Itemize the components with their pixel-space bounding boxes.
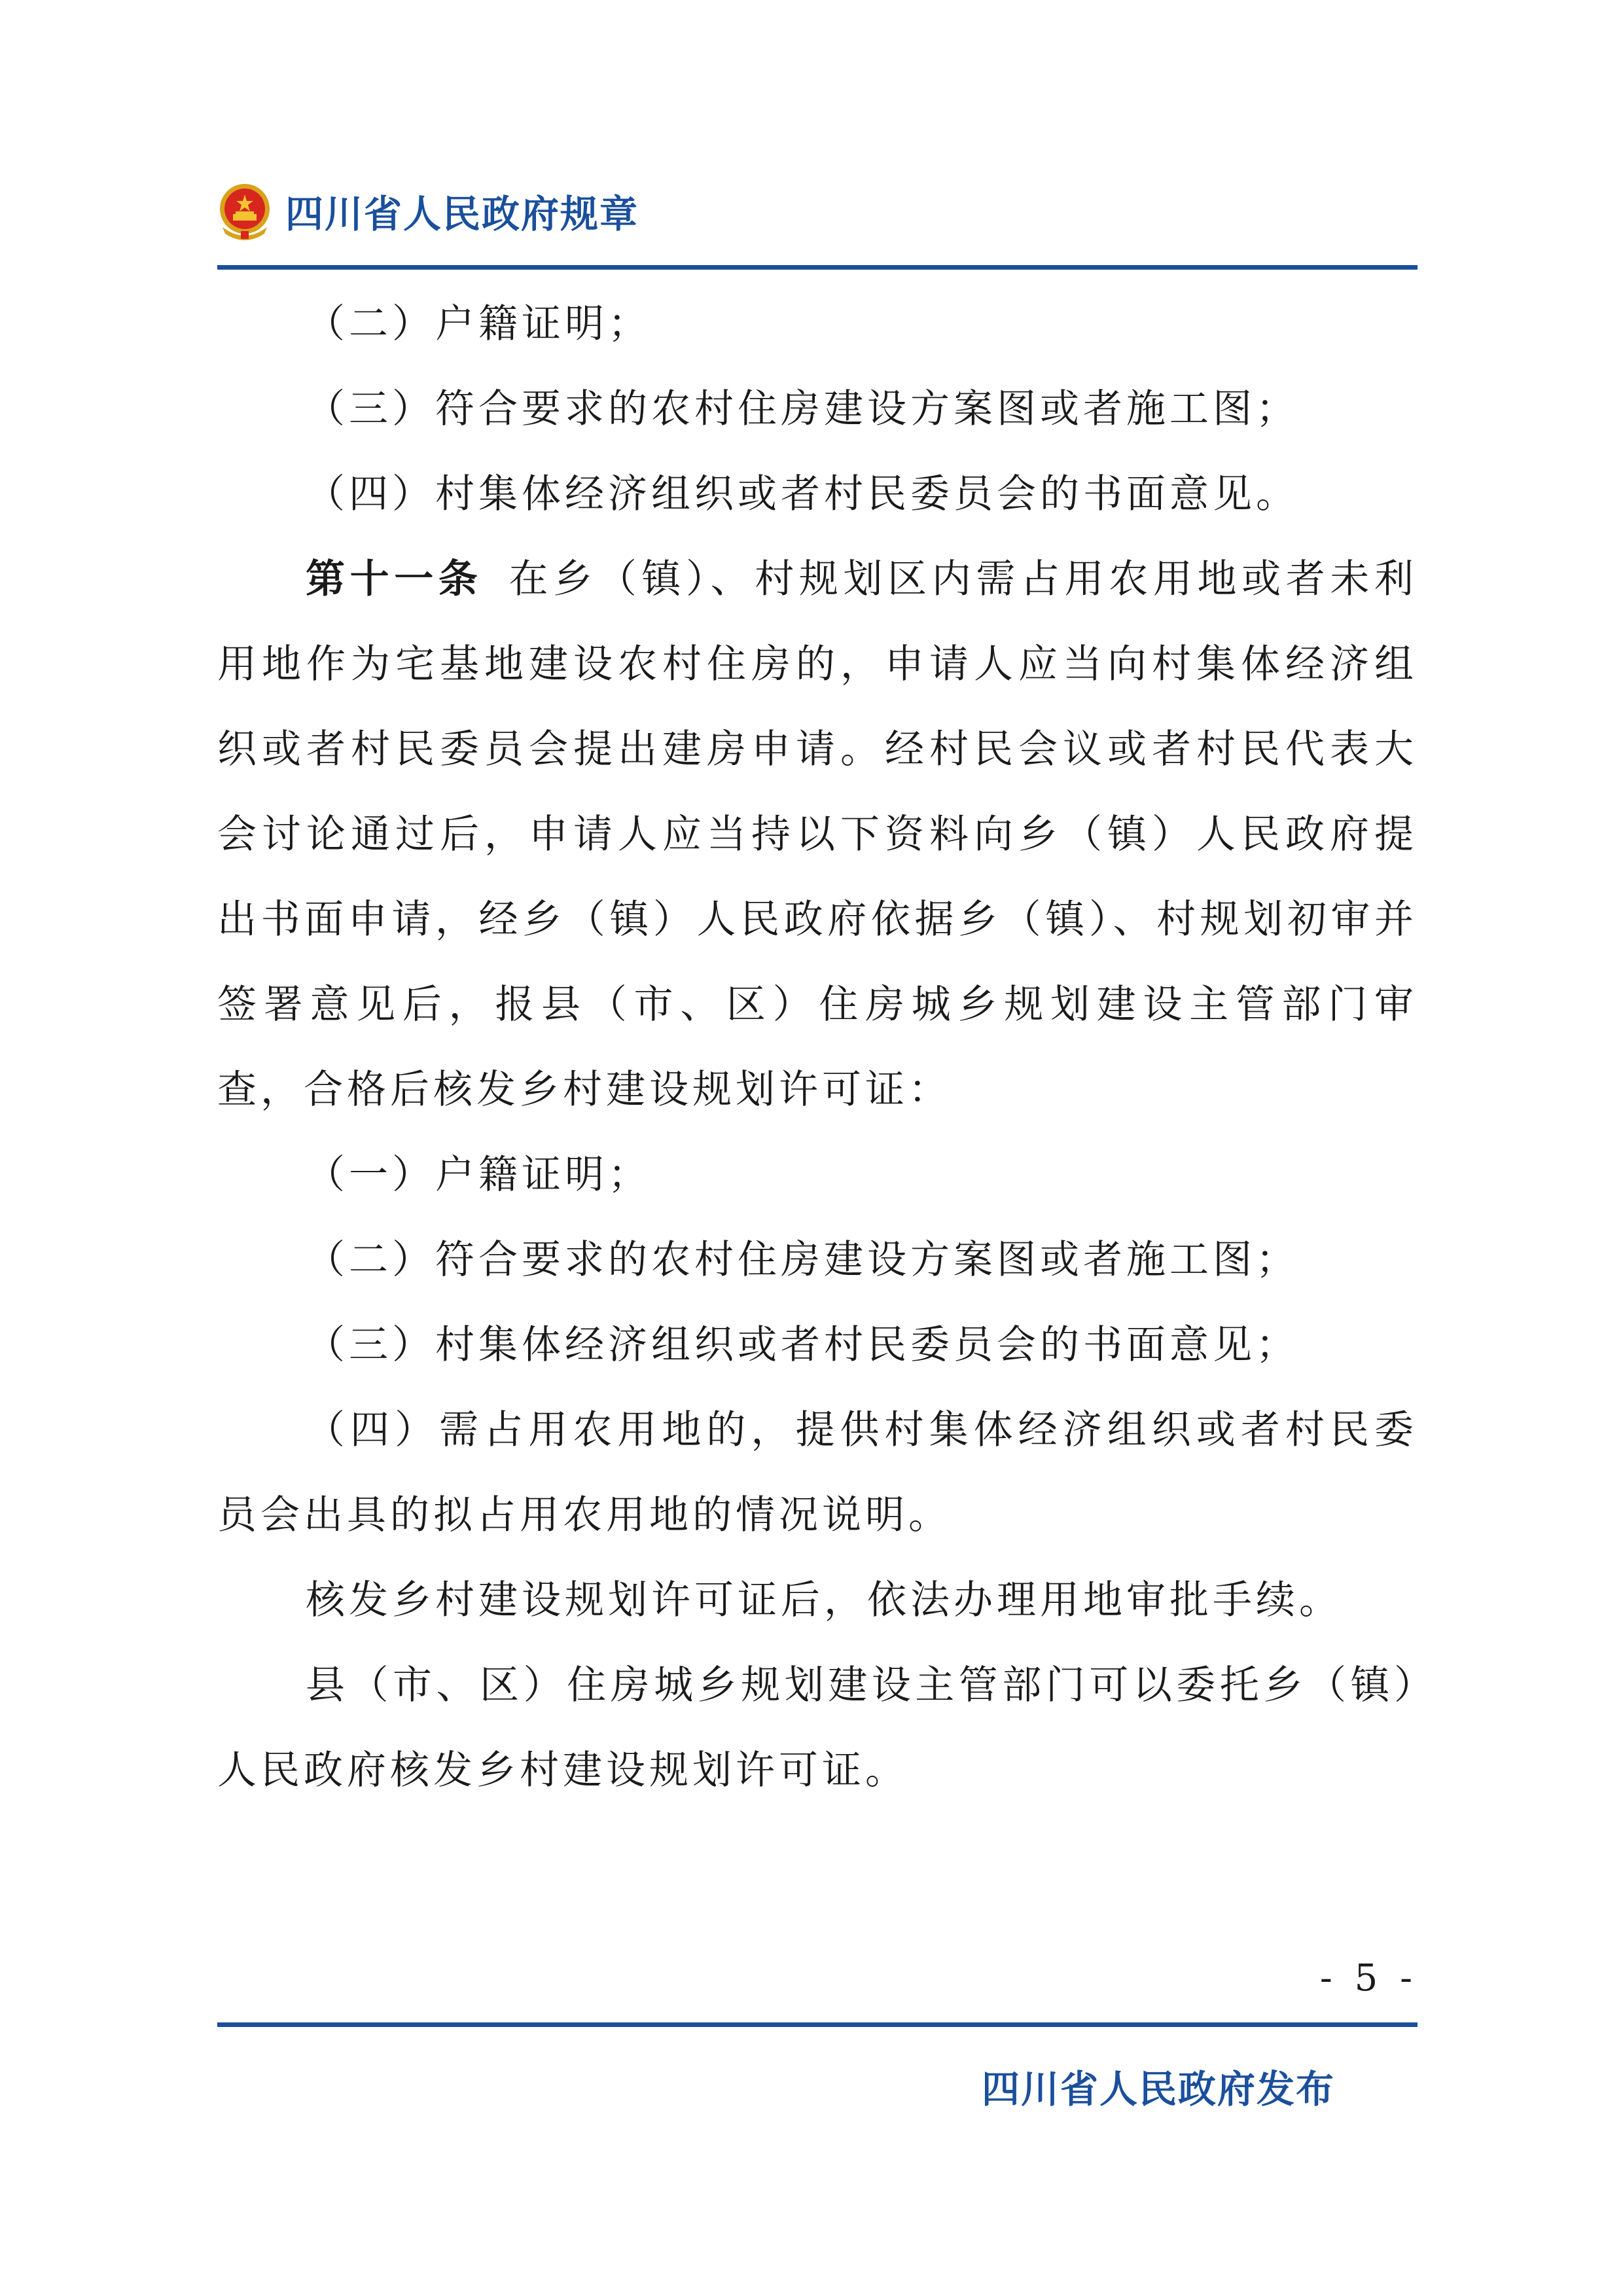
footer-divider [217,2022,1418,2027]
list-item: （三）符合要求的农村住房建设方案图或者施工图； [306,386,1299,432]
list-item: （四）需占用农用地的，提供村集体经济组织或者村民委员会出具的拟占用农用地的情况说明。 [217,1407,1418,1538]
article-paragraph [217,537,1418,1132]
article-text: 在乡（镇）、村规划区内需占用农用地或者未利用地作为宅基地建设农村住房的，申请人应当向村集体经济组织或者村民委员会提出建房申请。经村民会议或者村民代表大会讨论通过后，申请人应当持以下资料向乡（镇）人民政府提出书面申请，经乡（镇）人民政府依据乡（镇）、村规划初审并签署意见后，报县（市、区）住房城乡规划建设主管部门审查，合格后核发乡村建设规划许可证： [217,556,1418,1113]
footer-publisher: 四川省人民政府发布 [981,2067,1335,2111]
paragraph: 核发乡村建设规划许可证后，依法办理用地审批手续。 [306,1577,1342,1623]
header-divider [217,265,1418,270]
article-number: 第十一条 [306,556,483,602]
list-item: （三）村集体经济组织或者村民委员会的书面意见； [306,1322,1299,1368]
list-item: （二）户籍证明； [306,301,651,347]
list-item: （二）符合要求的农村住房建设方案图或者施工图； [306,1237,1299,1283]
national-emblem-icon [217,181,272,240]
paragraph: 县（市、区）住房城乡规划建设主管部门可以委托乡（镇）人民政府核发乡村建设规划许可证。 [217,1662,1418,1793]
document-body [217,281,1418,1813]
list-item: （四）村集体经济组织或者村民委员会的书面意见。 [306,471,1299,517]
header-title: 四川省人民政府规章 [285,192,639,236]
list-item: （一）户籍证明； [306,1152,651,1198]
document-header [217,178,639,243]
page-number: - 5 - [1319,1957,1418,2000]
